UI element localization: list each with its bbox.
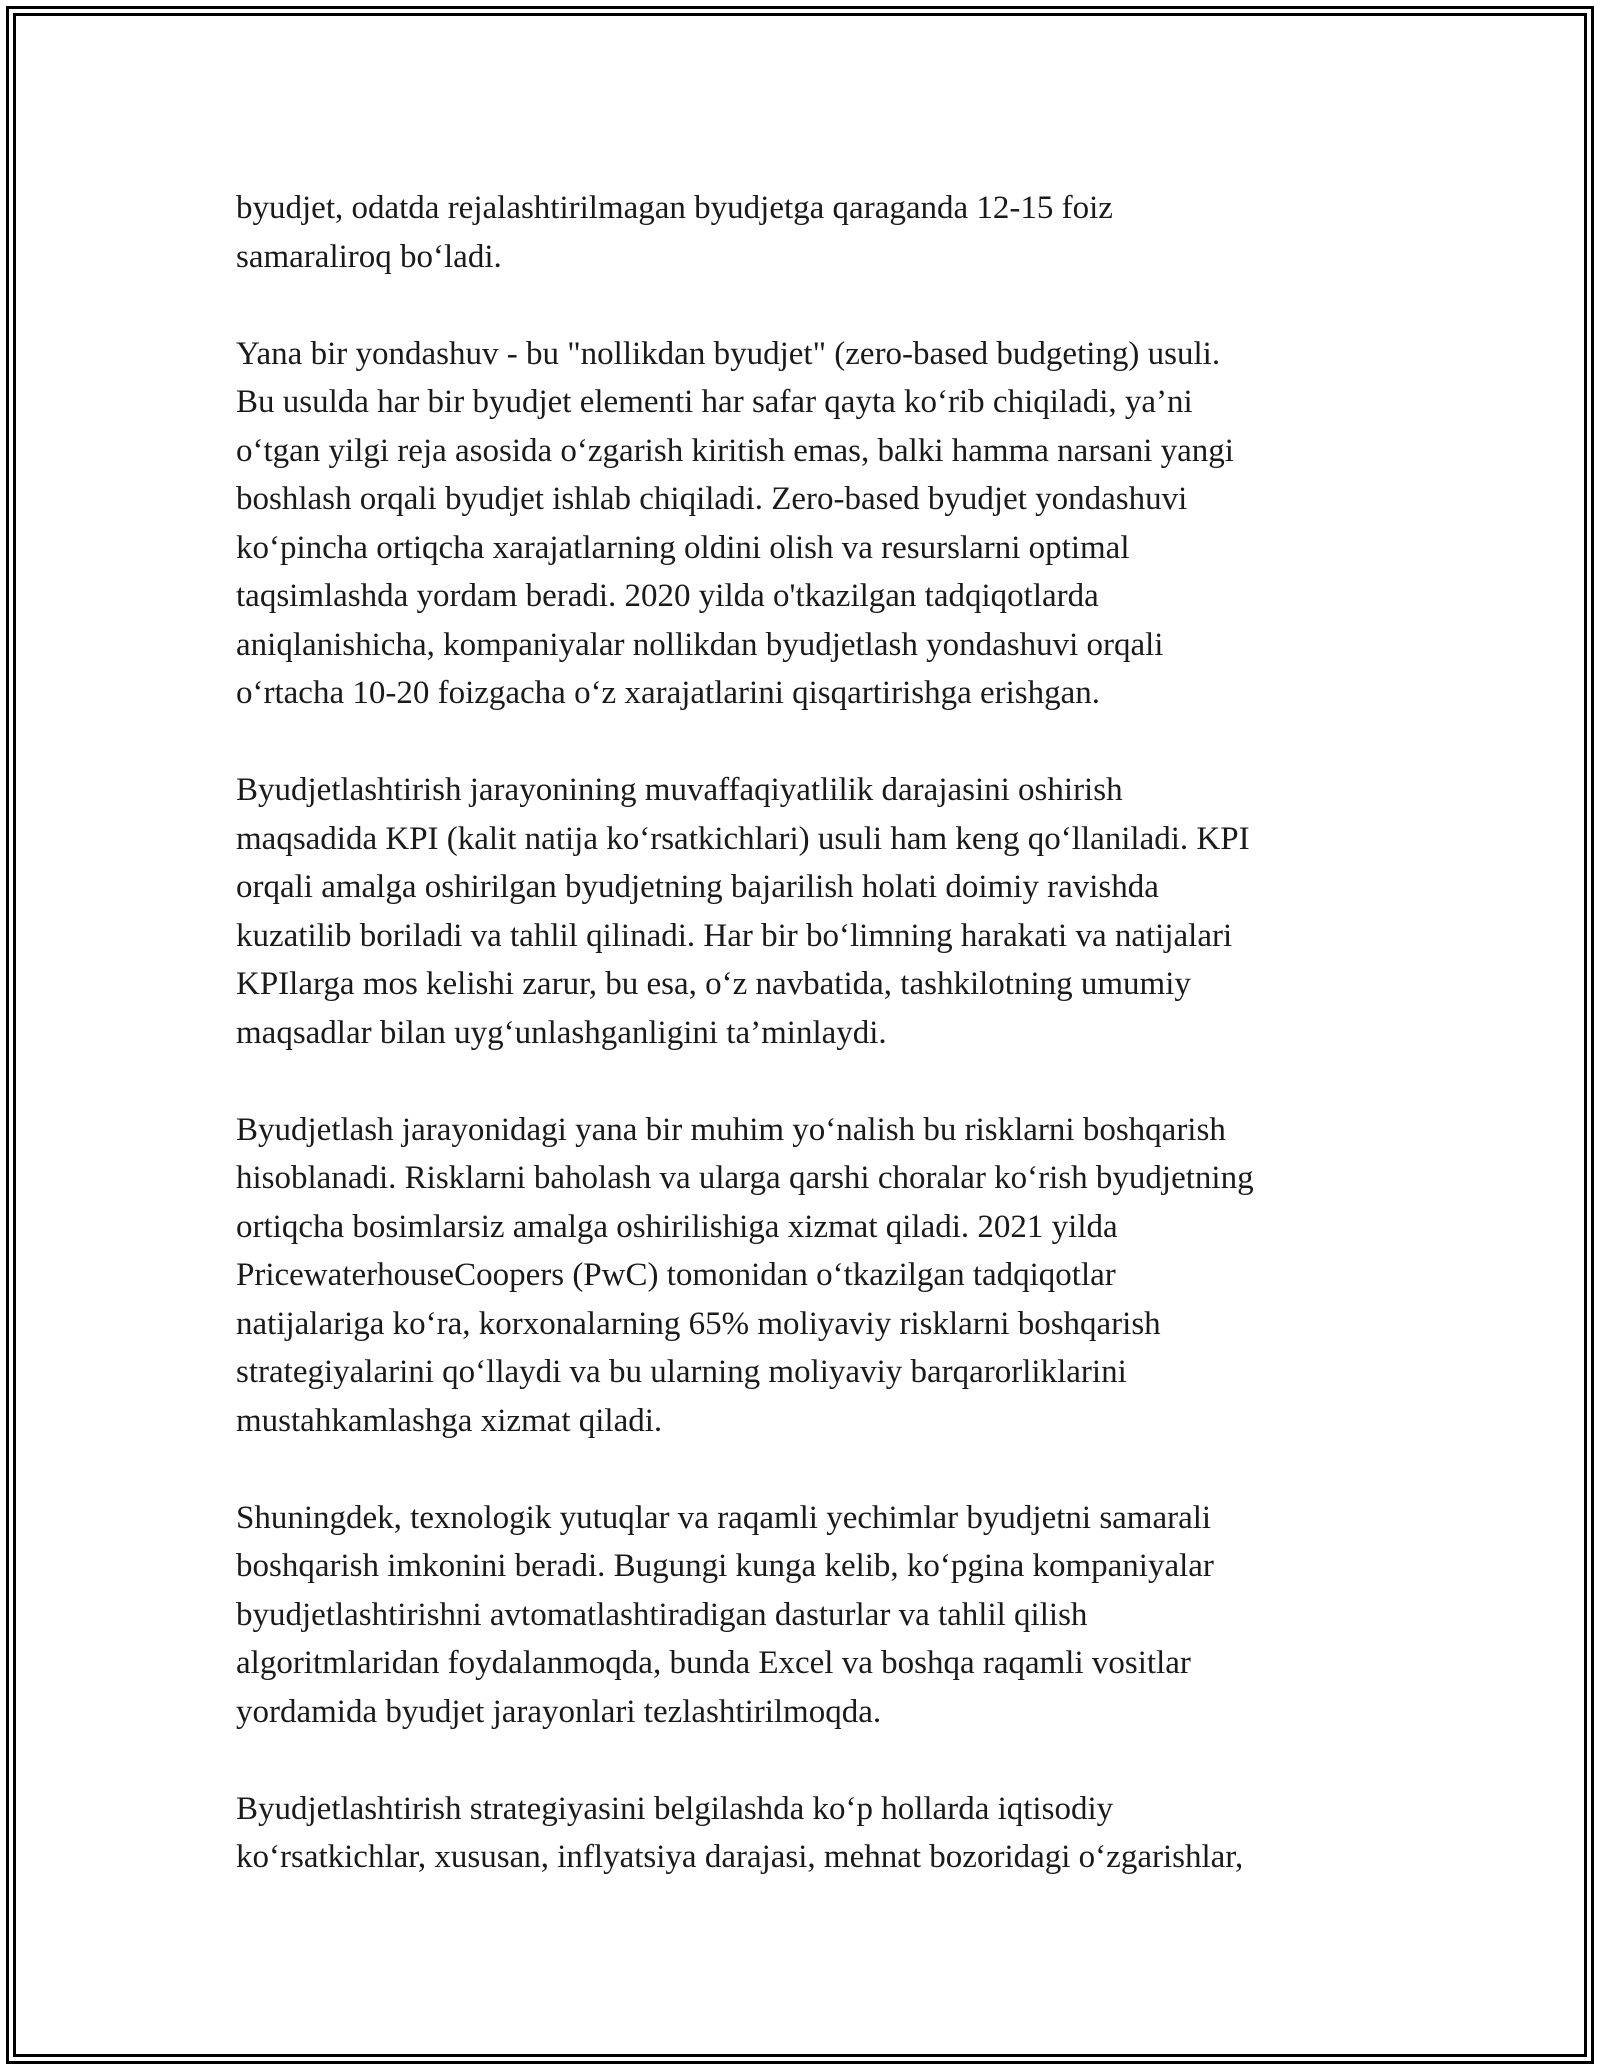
text-line: byudjet, odatda rejalashtirilmagan byudjetga qaraganda 12-15 foiz [236, 190, 1113, 226]
text-line: Bu usulda har bir byudjet elementi har safar qayta ko‘rib chiqiladi, ya’ni [236, 384, 1193, 420]
text-line: Shuningdek, texnologik yutuqlar va raqamli yechimlar byudjetni samarali [236, 1499, 1212, 1536]
paragraph [236, 1785, 1376, 1882]
paragraph [236, 766, 1376, 1057]
text-line: taqsimlashda yordam beradi. 2020 yilda o'tkazilgan tadqiqotlarda [236, 578, 1099, 614]
text-line: strategiyalarini qo‘llaydi va bu ularning moliyaviy barqarorliklarini [236, 1354, 1127, 1390]
text-line: aniqlanishicha, kompaniyalar nollikdan byudjetlash yondashuvi orqali [236, 626, 1164, 663]
document-body [236, 184, 1376, 1930]
paragraph [236, 1494, 1376, 1737]
paragraph [236, 184, 1376, 281]
text-line: hisoblanadi. Risklarni baholash va ularga qarshi choralar ko‘rish byudjetning [236, 1160, 1254, 1196]
text-line: natijalariga ko‘ra, korxonalarning 65% moliyaviy risklarni boshqarish [236, 1305, 1161, 1342]
text-line: ko‘pincha ortiqcha xarajatlarning oldini olish va resurslarni optimal [236, 529, 1130, 566]
text-line: ko‘rsatkichlar, xususan, inflyatsiya darajasi, mehnat bozoridagi o‘zgarishlar, [236, 1839, 1244, 1875]
text-line: kuzatilib boriladi va tahlil qilinadi. Har bir bo‘limning harakati va natijalari [236, 917, 1233, 954]
text-line: mustahkamlashga xizmat qiladi. [236, 1402, 663, 1439]
text-line: maqsadida KPI (kalit natija ko‘rsatkichlari) usuli ham keng qo‘llaniladi. KPI [236, 820, 1250, 857]
text-line: yordamida byudjet jarayonlari tezlashtirilmoqda. [236, 1693, 882, 1730]
text-line: ortiqcha bosimlarsiz amalga oshirilishiga xizmat qiladi. 2021 yilda [236, 1208, 1118, 1245]
text-line: o‘tgan yilgi reja asosida o‘zgarish kiritish emas, balki hamma narsani yangi [236, 432, 1234, 469]
text-line: algoritmlaridan foydalanmoqda, bunda Excel va boshqa raqamli vositlar [236, 1645, 1191, 1681]
text-line: o‘rtacha 10-20 foizgacha o‘z xarajatlarini qisqartirishga erishgan. [236, 675, 1101, 711]
text-line: boshlash orqali byudjet ishlab chiqiladi. Zero-based byudjet yondashuvi [236, 481, 1188, 517]
text-line: PricewaterhouseCoopers (PwC) tomonidan o‘tkazilgan tadqiqotlar [236, 1257, 1116, 1293]
text-line: maqsadlar bilan uyg‘unlashganligini ta’minlaydi. [236, 1014, 887, 1051]
text-line: Byudjetlash jarayonidagi yana bir muhim yo‘nalish bu risklarni boshqarish [236, 1111, 1226, 1148]
text-line: KPIlarga mos kelishi zarur, bu esa, o‘z navbatida, tashkilotning umumiy [236, 966, 1191, 1002]
text-line: Byudjetlashtirish strategiyasini belgilashda ko‘p hollarda iqtisodiy [236, 1790, 1114, 1827]
paragraph [236, 330, 1376, 718]
text-line: byudjetlashtirishni avtomatlashtiradigan dasturlar va tahlil qilish [236, 1596, 1088, 1633]
text-line: Byudjetlashtirish jarayonining muvaffaqiyatlilik darajasini oshirish [236, 772, 1123, 808]
text-line: samaraliroq bo‘ladi. [236, 238, 502, 275]
text-line: orqali amalga oshirilgan byudjetning bajarilish holati doimiy ravishda [236, 869, 1159, 905]
text-line: boshqarish imkonini beradi. Bugungi kunga kelib, ko‘pgina kompaniyalar [236, 1548, 1214, 1584]
text-line: Yana bir yondashuv - bu "nollikdan byudjet" (zero-based budgeting) usuli. [236, 335, 1221, 372]
paragraph [236, 1106, 1376, 1446]
